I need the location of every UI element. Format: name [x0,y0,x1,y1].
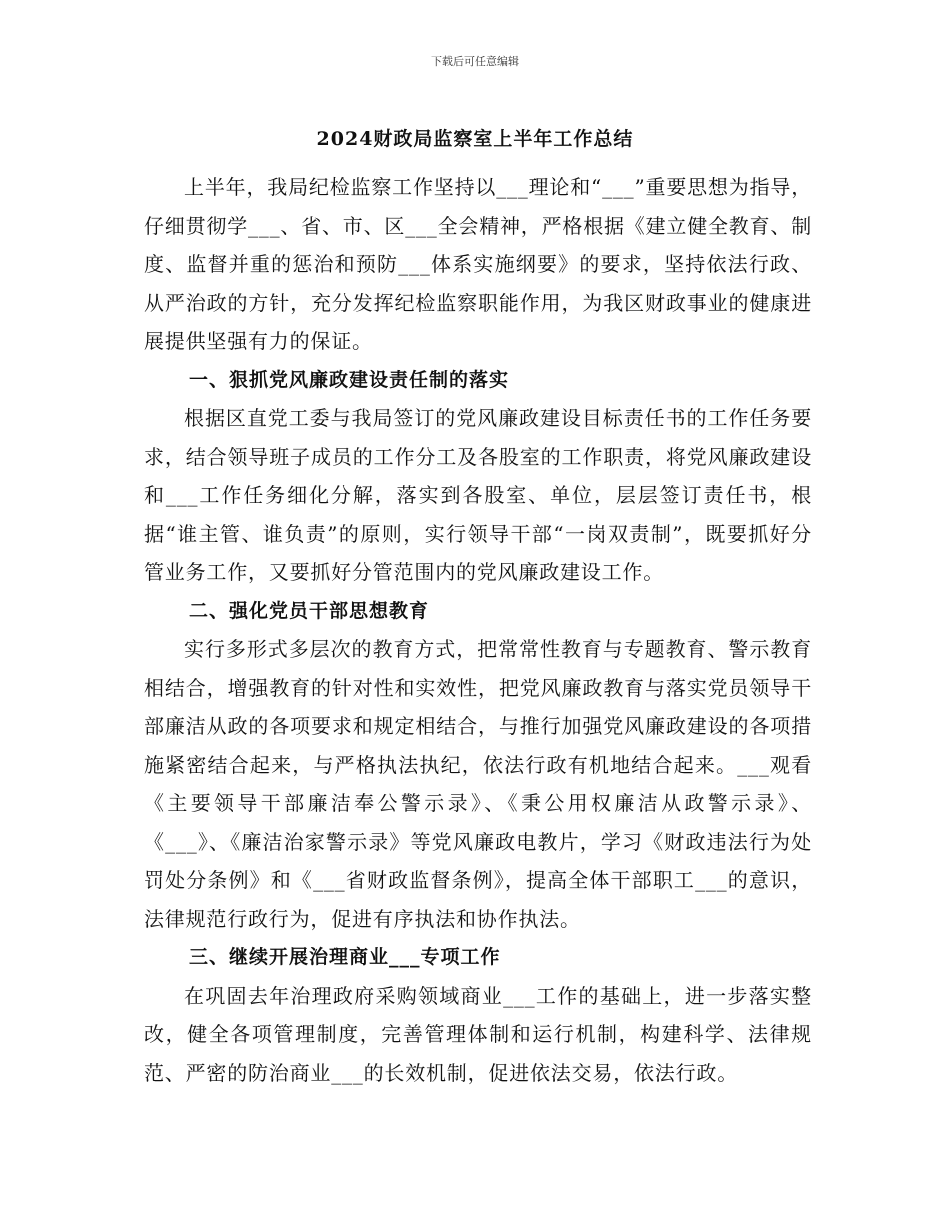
section-1-paragraph: 根据区直党工委与我局签订的党风廉政建设目标责任书的工作任务要求，结合领导班子成员的工作分工及各股室的工作职责，将党风廉政建设和___工作任务细化分解，落实到各股室、单位，层层签订责任书，根据“谁主管、谁负责”的原则，实行领导干部“一岗双责制”，既要抓好分管业务工作，又要抓好分管范围内的党风廉政建设工作。 [144,406,812,584]
section-2-paragraph: 实行多形式多层次的教育方式，把常常性教育与专题教育、警示教育相结合，增强教育的针对性和实效性，把党风廉政教育与落实党员领导干部廉洁从政的各项要求和规定相结合，与推行加强党风廉政建设的各项措施紧密结合起来，与严格执法执纪，依法行政有机地结合起来。___观看《主要领导干部廉洁奉公警示录》、《秉公用权廉洁从政警示录》、《___》、《廉洁治家警示录》等党风廉政电教片，学习《财政违法行为处罚处分条例》和《___省财政监督条例》，提高全体干部职工___的意识，法律规范行政行为，促进有序执法和协作执法。 [144,637,812,931]
section-heading-3: 三、继续开展治理商业___专项工作 [189,946,501,968]
document-title: 2024财政局监察室上半年工作总结 [316,128,634,150]
section-heading-2: 二、强化党员干部思想教育 [189,599,430,622]
document-body [144,168,812,1092]
intro-paragraph: 上半年，我局纪检监察工作坚持以___理论和“___”重要思想为指导，仔细贯彻学___、省、市、区___全会精神，严格根据《建立健全教育、制度、监督并重的惩治和预防___体系实施纲要》的要求，坚持依法行政、从严治政的方针，充分发挥纪检监察职能作用，为我区财政事业的健康进展提供坚强有力的保证。 [144,175,812,353]
header-note: 下载后可任意编辑 [431,55,519,68]
section-heading-1: 一、狠抓党风廉政建设责任制的落实 [189,368,510,391]
section-3-paragraph: 在巩固去年治理政府采购领域商业___工作的基础上，进一步落实整改，健全各项管理制度，完善管理体制和运行机制，构建科学、法律规范、严密的防治商业___的长效机制，促进依法交易，依法行政。 [144,983,812,1085]
